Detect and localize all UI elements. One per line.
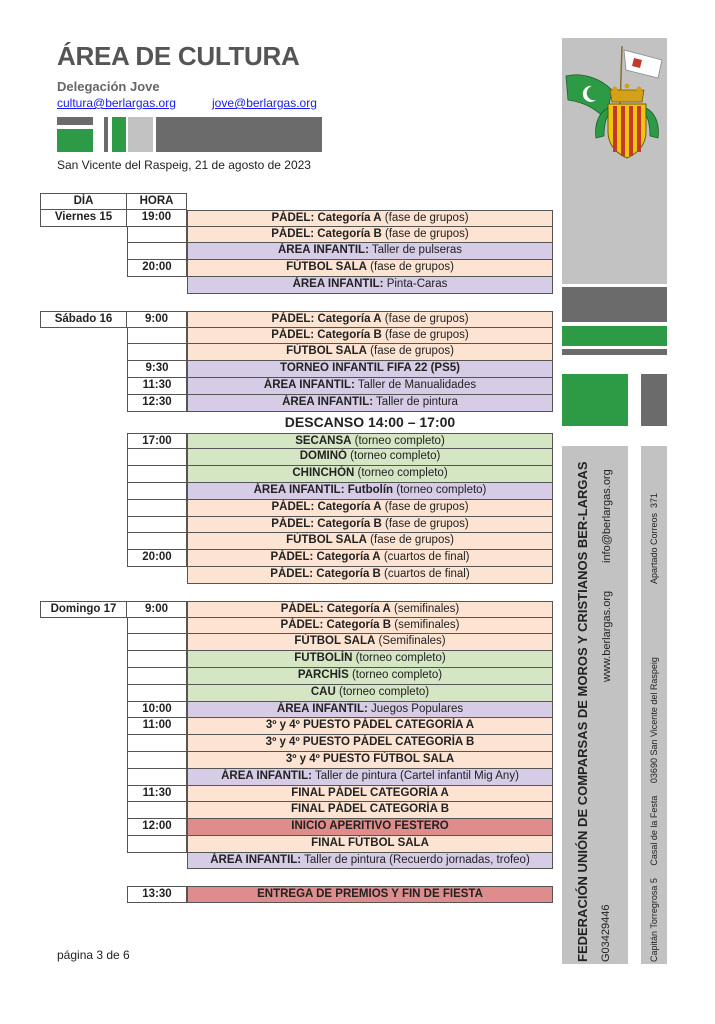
header-day: DÍA: [40, 193, 127, 210]
table-row: [40, 786, 553, 803]
federation-po-box: Apartado Correos 371: [649, 492, 659, 584]
table-row: [40, 685, 553, 702]
table-row: [40, 378, 553, 395]
event-cell: 3º y 4º PUESTO PÁDEL CATEGORÍA B: [187, 735, 553, 752]
table-row: [40, 836, 553, 853]
event-cell: PÁDEL: Categoría A (fase de grupos): [187, 500, 553, 517]
date-line: San Vicente del Raspeig, 21 de agosto de 2023: [57, 158, 311, 172]
hour-cell: 17:00: [127, 433, 187, 450]
event-cell: SECANSA (torneo completo): [187, 433, 553, 450]
table-row: [40, 328, 553, 345]
event-cell: ÁREA INFANTIL: Taller de pintura (Cartel infantil Mig Any): [187, 769, 553, 786]
table-row: [40, 802, 553, 819]
day-cell: Sábado 16: [40, 311, 127, 328]
hour-cell: 12:00: [127, 819, 187, 836]
table-row: [40, 210, 553, 227]
hour-cell: 13:30: [127, 886, 187, 903]
table-row: [40, 769, 553, 786]
event-cell: FUTBOLÍN (torneo completo): [187, 651, 553, 668]
event-cell: ÁREA INFANTIL: Pinta-Caras: [187, 277, 553, 294]
event-cell: FÚTBOL SALA (Semifinales): [187, 634, 553, 651]
table-row: [40, 601, 553, 618]
table-row: [40, 886, 553, 903]
info-email-link[interactable]: info@berlargas.org: [601, 469, 613, 563]
event-cell: PARCHÍS (torneo completo): [187, 668, 553, 685]
page-title: ÁREA DE CULTURA: [57, 41, 300, 71]
event-cell: 3º y 4º PUESTO PÁDEL CATEGORÍA A: [187, 718, 553, 735]
table-row: [40, 344, 553, 361]
page-number: página 3 de 6: [57, 948, 130, 962]
sidebar-logo-panel: [562, 38, 667, 284]
table-row: [40, 311, 553, 328]
table-row: [40, 819, 553, 836]
hour-cell: 12:30: [127, 395, 187, 412]
event-cell: PÁDEL: Categoría B (semifinales): [187, 618, 553, 635]
email-jove-link[interactable]: jove@berlargas.org: [212, 96, 317, 110]
event-cell: CAU (torneo completo): [187, 685, 553, 702]
event-cell: PÁDEL: Categoría B (fase de grupos): [187, 517, 553, 534]
table-row: [40, 668, 553, 685]
table-row: [40, 395, 553, 412]
federation-crest-icon: [562, 38, 667, 284]
table-row: [40, 277, 553, 294]
table-row: [40, 361, 553, 378]
break-label: DESCANSO 14:00 – 17:00: [284, 413, 456, 430]
event-cell: FINAL PÁDEL CATEGORÍA B: [187, 802, 553, 819]
table-row: [40, 449, 553, 466]
hour-cell: 11:30: [127, 378, 187, 395]
event-cell: TORNEO INFANTIL FIFA 22 (PS5): [187, 361, 553, 378]
table-row: [40, 550, 553, 567]
event-cell: CHINCHÓN (torneo completo): [187, 466, 553, 483]
table-row: [40, 260, 553, 277]
table-row: [40, 752, 553, 769]
event-cell: FÚTBOL SALA (fase de grupos): [187, 260, 553, 277]
hour-cell: 11:00: [127, 718, 187, 735]
hour-cell: 10:00: [127, 702, 187, 719]
event-cell: FINAL FÚTBOL SALA: [187, 836, 553, 853]
header-hour: HORA: [127, 193, 187, 210]
event-cell: PÁDEL: Categoría A (semifinales): [187, 601, 553, 618]
event-cell: PÁDEL: Categoría A (fase de grupos): [187, 311, 553, 328]
hour-cell: 9:30: [127, 361, 187, 378]
table-row: [40, 227, 553, 244]
federation-address: Capitán Torregrosa 5 Casal de la Festa 03690 San Vicente del Raspeig: [649, 657, 659, 962]
table-row: [40, 651, 553, 668]
table-row: [40, 533, 553, 550]
table-header-row: [40, 193, 553, 210]
event-cell: FINAL PÁDEL CATEGORÍA A: [187, 786, 553, 803]
event-cell: ENTREGA DE PREMIOS Y FIN DE FIESTA: [187, 886, 553, 903]
event-cell: PÁDEL: Categoría A (fase de grupos): [187, 210, 553, 227]
email-cultura-link[interactable]: cultura@berlargas.org: [57, 96, 176, 110]
schedule-table: [40, 193, 553, 903]
event-cell: ÁREA INFANTIL: Juegos Populares: [187, 702, 553, 719]
event-cell: ÁREA INFANTIL: Taller de pintura: [187, 395, 553, 412]
table-row: [40, 433, 553, 450]
hour-cell: 20:00: [127, 550, 187, 567]
hour-cell: 9:00: [127, 601, 187, 618]
event-cell: 3º y 4º PUESTO FÚTBOL SALA: [187, 752, 553, 769]
event-cell: ÁREA INFANTIL: Futbolín (torneo completo): [187, 483, 553, 500]
event-cell: FÚTBOL SALA (fase de grupos): [187, 344, 553, 361]
federation-name: FEDERACIÓN UNIÓN DE COMPARSAS DE MOROS Y CRISTIANOS BER-LARGAS: [575, 461, 590, 962]
table-row: [40, 735, 553, 752]
table-row: [40, 466, 553, 483]
event-cell: PÁDEL: Categoría B (fase de grupos): [187, 227, 553, 244]
event-cell: ÁREA INFANTIL: Taller de Manualidades: [187, 378, 553, 395]
event-cell: PÁDEL: Categoría B (cuartos de final): [187, 567, 553, 584]
event-cell: PÁDEL: Categoría B (fase de grupos): [187, 328, 553, 345]
website-link[interactable]: www.berlargas.org: [601, 590, 613, 682]
event-cell: PÁDEL: Categoría A (cuartos de final): [187, 550, 553, 567]
hour-cell: 19:00: [127, 210, 187, 227]
event-cell: FÚTBOL SALA (fase de grupos): [187, 533, 553, 550]
table-row: [40, 853, 553, 870]
break-row: [40, 412, 553, 433]
federation-cif: G03429446: [600, 904, 612, 962]
event-cell: INICIO APERITIVO FESTERO: [187, 819, 553, 836]
table-row: [40, 567, 553, 584]
hour-cell: 9:00: [127, 311, 187, 328]
table-row: [40, 243, 553, 260]
hour-cell: 20:00: [127, 260, 187, 277]
hour-cell: 11:30: [127, 786, 187, 803]
table-row: [40, 718, 553, 735]
table-row: [40, 500, 553, 517]
table-row: [40, 634, 553, 651]
table-row: [40, 702, 553, 719]
day-cell: Viernes 15: [40, 210, 127, 227]
table-row: [40, 618, 553, 635]
event-cell: ÁREA INFANTIL: Taller de pintura (Recuerdo jornadas, trofeo): [187, 853, 553, 870]
table-row: [40, 483, 553, 500]
table-row: [40, 517, 553, 534]
event-cell: DOMINÓ (torneo completo): [187, 449, 553, 466]
event-cell: ÁREA INFANTIL: Taller de pulseras: [187, 243, 553, 260]
page-subtitle: Delegación Jove: [57, 79, 160, 94]
day-cell: Domingo 17: [40, 601, 127, 618]
